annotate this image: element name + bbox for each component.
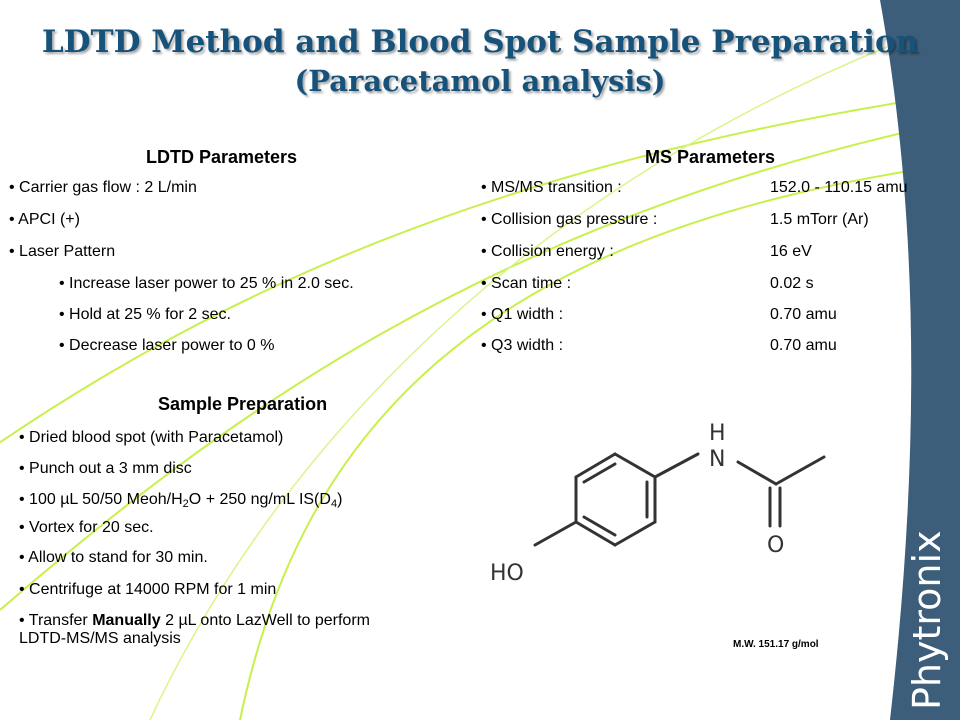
ms-row-label: • Q3 width : xyxy=(481,337,564,354)
ldtd-item: • APCI (+) xyxy=(9,211,80,228)
ldtd-subitem: • Increase laser power to 25 % in 2.0 sec. xyxy=(59,275,354,292)
ms-row-value: 152.0 - 110.15 amu xyxy=(770,179,908,196)
ms-row-label: • Scan time : xyxy=(481,275,572,292)
sample-step-transfer-continued: LDTD-MS/MS analysis xyxy=(19,630,181,647)
svg-text:Phytronix: Phytronix xyxy=(905,530,949,710)
sample-preparation-heading: Sample Preparation xyxy=(158,394,328,414)
ms-row-value: 0.02 s xyxy=(770,275,814,292)
sample-step-transfer: • Transfer Manually 2 µL onto LazWell to perform xyxy=(19,612,370,629)
ms-row-value: 0.70 amu xyxy=(770,337,837,354)
sample-step: • Punch out a 3 mm disc xyxy=(19,460,192,477)
paracetamol-structure-diagram xyxy=(480,410,840,590)
nh-hydrogen-label: H xyxy=(709,421,726,446)
nh-nitrogen-label: N xyxy=(709,447,726,472)
ms-row-value: 0.70 amu xyxy=(770,306,837,323)
ms-row-label: • MS/MS transition : xyxy=(481,179,622,196)
title-line-2: (Paracetamol analysis) xyxy=(294,64,666,98)
slide-title xyxy=(0,22,960,100)
ms-parameters-heading: MS Parameters xyxy=(645,147,776,167)
ms-row-label: • Collision energy : xyxy=(481,243,614,260)
ms-row-label: • Q1 width : xyxy=(481,306,564,323)
ldtd-item: • Laser Pattern xyxy=(9,243,116,260)
ms-row-label: • Collision gas pressure : xyxy=(481,211,658,228)
sample-step-solvent: • 100 µL 50/50 Meoh/$H_2O + 250$ ng/mL $IS(D_4)$ xyxy=(19,491,343,510)
title-line-1: LDTD Method and Blood Spot Sample Preparation xyxy=(41,24,919,60)
ldtd-subitem: • Hold at 25 % for 2 sec. xyxy=(59,306,231,323)
ldtd-parameters-heading: LDTD Parameters xyxy=(146,147,298,167)
ms-row-value: 16 eV xyxy=(770,243,812,260)
molecular-weight: M.W. 151.17 g/mol xyxy=(733,639,819,650)
sample-step: • Centrifuge at 14000 RPM for 1 min xyxy=(19,581,277,598)
phytronix-logo xyxy=(895,470,955,720)
sample-step: • Vortex for 20 sec. xyxy=(19,519,154,536)
ldtd-item: • Carrier gas flow : 2 L/min xyxy=(9,179,197,196)
sample-step: • Allow to stand for 30 min. xyxy=(19,549,208,566)
hydroxyl-label: HO xyxy=(490,561,524,586)
ldtd-subitem: • Decrease laser power to 0 % xyxy=(59,337,275,354)
ms-row-value: 1.5 mTorr (Ar) xyxy=(770,211,869,228)
carbonyl-oxygen-label: O xyxy=(767,533,785,558)
sample-step: • Dried blood spot (with Paracetamol) xyxy=(19,429,284,446)
